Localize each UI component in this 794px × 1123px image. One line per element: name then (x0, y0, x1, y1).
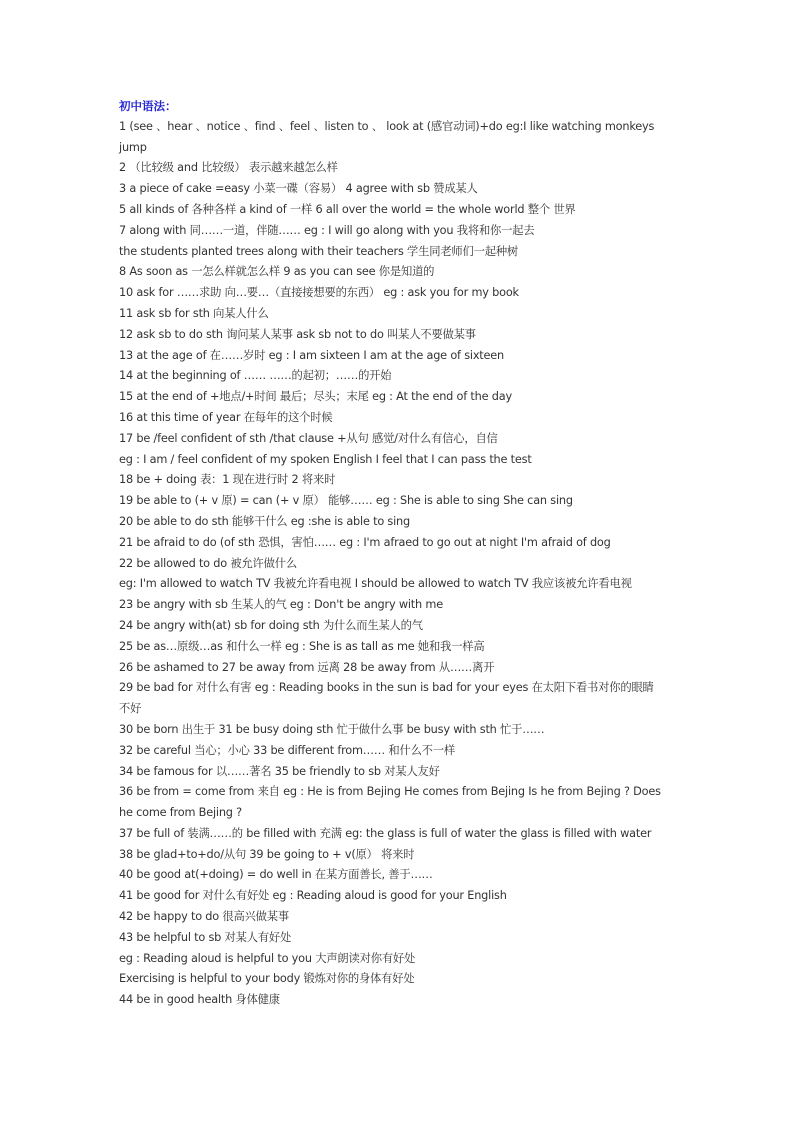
text-line: eg: I'm allowed to watch TV 我被允许看电视 I should be allowed to watch TV 我应该被允许看电视 (119, 577, 632, 591)
text-line: 12 ask sb to do sth 询问某人某事 ask sb not to do 叫某人不要做某事 (119, 327, 476, 341)
text-line: the students planted trees along with their teachers 学生同老师们一起种树 (119, 244, 519, 258)
text-line: 8 As soon as 一怎么样就怎么样 9 as you can see 你是知道的 (119, 265, 435, 279)
text-line: 17 be /feel confident of sth /that clause +从句 感觉/对什么有信心，自信 (119, 431, 498, 445)
text-line: 16 at this time of year 在每年的这个时候 (119, 410, 333, 424)
text-line: 44 be in good health 身体健康 (119, 993, 280, 1007)
text-line: 34 be famous for 以……著名 35 be friendly to sb 对某人友好 (119, 764, 440, 778)
text-line: 11 ask sb for sth 向某人什么 (119, 306, 269, 320)
text-line: 1 (see 、hear 、notice 、find 、feel 、listen to 、 look at (感官动词)+do eg:I like watching monkeys (119, 119, 655, 133)
text-line: 7 along with 同……一道，伴随…… eg : I will go along with you 我将和你一起去 (119, 223, 535, 237)
text-line: 22 be allowed to do 被允许做什么 (119, 556, 297, 570)
text-line: 42 be happy to do 很高兴做某事 (119, 910, 289, 924)
text-line: 41 be good for 对什么有好处 eg : Reading aloud is good for your English (119, 889, 507, 903)
text-line: 37 be full of 装满……的 be filled with 充满 eg: the glass is full of water the glass is filled with water (119, 826, 652, 840)
text-line: 21 be afraid to do (of sth 恐惧，害怕…… eg : I'm afraed to go out at night I'm afraid of dog (119, 535, 611, 549)
text-line: 26 be ashamed to 27 be away from 远离 28 be away from 从……离开 (119, 660, 495, 674)
text-line: 5 all kinds of 各种各样 a kind of 一样 6 all over the world = the whole world 整个 世界 (119, 202, 576, 216)
text-line: 2 （比较级 and 比较级） 表示越来越怎么样 (119, 161, 338, 175)
text-line: 3 a piece of cake =easy 小菜一碟（容易） 4 agree with sb 赞成某人 (119, 182, 478, 196)
text-line: 13 at the age of 在……岁时 eg : I am sixteen I am at the age of sixteen (119, 348, 504, 362)
text-line: 14 at the beginning of …… ……的起初；……的开始 (119, 369, 392, 383)
text-line: 36 be from = come from 来自 eg : He is from Bejing He comes from Bejing Is he from Bejing ? Does (119, 785, 661, 799)
text-line: eg : Reading aloud is helpful to you 大声朗读对你有好处 (119, 951, 416, 965)
text-line: jump (119, 140, 147, 154)
text-line: 29 be bad for 对什么有害 eg : Reading books in the sun is bad for your eyes 在太阳下看书对你的眼睛 (119, 681, 654, 695)
text-line: 30 be born 出生于 31 be busy doing sth 忙于做什么事 be busy with sth 忙于…… (119, 722, 545, 736)
text-line: eg : I am / feel confident of my spoken English I feel that I can pass the test (119, 452, 532, 466)
text-line: 40 be good at(+doing) = do well in 在某方面善长, 善于…… (119, 868, 433, 882)
text-line: 23 be angry with sb 生某人的气 eg : Don't be angry with me (119, 598, 443, 612)
text-line: he come from Bejing ? (119, 806, 242, 820)
text-line: Exercising is helpful to your body 锻炼对你的身体有好处 (119, 972, 415, 986)
text-line: 25 be as…原级…as 和什么一样 eg : She is as tall as me 她和我一样高 (119, 639, 485, 653)
document-page (119, 96, 684, 1011)
text-line: 38 be glad+to+do/从句 39 be going to + v(原） 将来时 (119, 847, 415, 861)
text-line: 18 be + doing 表：1 现在进行时 2 将来时 (119, 473, 336, 487)
text-line: 43 be helpful to sb 对某人有好处 (119, 930, 292, 944)
text-line: 10 ask for ……求助 向…要…（直接接想要的东西） eg : ask you for my book (119, 286, 519, 300)
text-line: 20 be able to do sth 能够干什么 eg :she is able to sing (119, 514, 410, 528)
document-title: 初中语法： (119, 99, 177, 113)
text-line: 32 be careful 当心；小心 33 be different from…… 和什么不一样 (119, 743, 455, 757)
text-line: 15 at the end of +地点/+时间 最后；尽头；末尾 eg : At the end of the day (119, 390, 512, 404)
text-line: 不好 (119, 702, 142, 716)
document-body (119, 117, 684, 1011)
text-line: 24 be angry with(at) sb for doing sth 为什么而生某人的气 (119, 618, 423, 632)
text-line: 19 be able to (+ v 原) = can (+ v 原） 能够…… eg : She is able to sing She can sing (119, 494, 573, 508)
